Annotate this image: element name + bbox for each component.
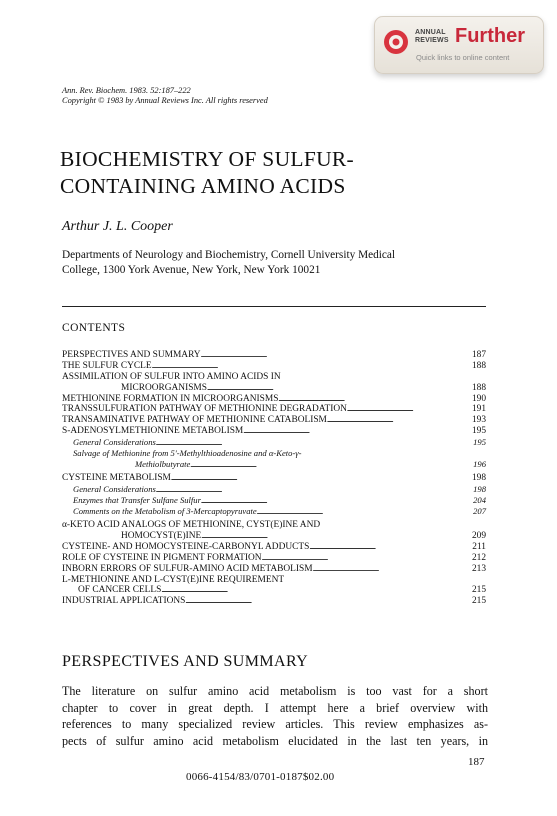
toc-subentry[interactable]: Comments on the Metabolism of 3-Mercaptopyruvate . . . 207	[62, 506, 486, 517]
section-heading: PERSPECTIVES AND SUMMARY	[62, 653, 309, 670]
toc-entry[interactable]: METHIONINE FORMATION IN MICROORGANISMS . . . 190	[62, 394, 486, 405]
toc-entry[interactable]: INDUSTRIAL APPLICATIONS . . . 215	[62, 596, 486, 607]
toc-entry[interactable]: HOMOCYST(E)INE . . . 209	[62, 531, 486, 542]
toc-entry[interactable]: ROLE OF CYSTEINE IN PIGMENT FORMATION . . . 212	[62, 553, 486, 564]
toc-entry[interactable]: THE SULFUR CYCLE . . . 188	[62, 361, 486, 372]
author-name: Arthur J. L. Cooper	[62, 219, 173, 234]
body-line: chapter to cover in great depth. I attempt here a brief overview with	[62, 700, 488, 715]
toc-entry[interactable]: CYSTEINE- AND HOMOCYSTEINE-CARBONYL ADDUCTS . . . 211	[62, 542, 486, 553]
footer-code: 0066-4154/83/0701-0187$02.00	[186, 771, 335, 783]
banner-further-word: Further	[455, 25, 525, 47]
copyright-line: Copyright © 1983 by Annual Reviews Inc. All rights reserved	[62, 96, 268, 105]
toc-subentry[interactable]: Methiolbutyrate . . . 196	[62, 459, 486, 470]
article-title: BIOCHEMISTRY OF SULFUR- CONTAINING AMINO ACIDS	[60, 147, 355, 198]
body-paragraph	[62, 683, 488, 749]
citation-line: Ann. Rev. Biochem. 1983. 52:187–222	[62, 86, 191, 95]
toc-entry[interactable]: TRANSAMINATIVE PATHWAY OF METHIONINE CATABOLISM . . . 193	[62, 415, 486, 426]
banner-brand: ANNUAL REVIEWS	[415, 29, 449, 44]
page-number: 187	[468, 756, 485, 768]
author-affiliation: Departments of Neurology and Biochemistry, Cornell University Medical College, 1300 York Avenue, New York, New York 10021	[62, 249, 396, 276]
banner-subtitle: Quick links to online content	[416, 53, 510, 62]
toc-entry[interactable]: MICROORGANISMS . . . 188	[62, 383, 486, 394]
toc-entry[interactable]: CYSTEINE METABOLISM . . . 198	[62, 473, 486, 484]
toc-entry[interactable]: OF CANCER CELLS . . . 215	[62, 585, 486, 596]
toc-subentry[interactable]: Salvage of Methionine from 5′-Methylthioadenosine and α-Keto-γ-	[73, 448, 302, 458]
toc-entry[interactable]: L-METHIONINE AND L-CYST(E)INE REQUIREMENT	[62, 574, 285, 585]
journal-citation	[62, 86, 268, 106]
toc-subentry[interactable]: Enzymes that Transfer Sulfane Sulfur . . . 204	[62, 495, 486, 506]
toc-entry[interactable]: α-KETO ACID ANALOGS OF METHIONINE, CYST(E)INE AND	[62, 520, 321, 531]
body-line: references to many specialized review articles. This review emphasizes as-	[62, 717, 488, 732]
section-divider	[62, 306, 486, 307]
table-of-contents	[62, 350, 486, 607]
body-line: pects of sulfur amino acid metabolism elucidated in the last ten years, in	[62, 733, 488, 748]
annual-reviews-logo-icon	[383, 29, 409, 55]
toc-entry[interactable]: TRANSSULFURATION PATHWAY OF METHIONINE DEGRADATION . . . 191	[62, 404, 486, 415]
toc-entry[interactable]: ASSIMILATION OF SULFUR INTO AMINO ACIDS IN	[62, 371, 281, 382]
toc-entry[interactable]: S-ADENOSYLMETHIONINE METABOLISM . . . 195	[62, 426, 486, 437]
contents-heading: CONTENTS	[62, 322, 126, 334]
toc-subentry[interactable]: General Considerations . . . 198	[62, 484, 486, 495]
body-line: The literature on sulfur amino acid metabolism is too vast for a short	[62, 684, 488, 698]
toc-entry[interactable]: PERSPECTIVES AND SUMMARY . . . 187	[62, 350, 486, 361]
toc-entry[interactable]: INBORN ERRORS OF SULFUR-AMINO ACID METABOLISM . . . 213	[62, 564, 486, 575]
further-banner[interactable]	[374, 16, 544, 74]
toc-subentry[interactable]: General Considerations . . . 195	[62, 437, 486, 448]
